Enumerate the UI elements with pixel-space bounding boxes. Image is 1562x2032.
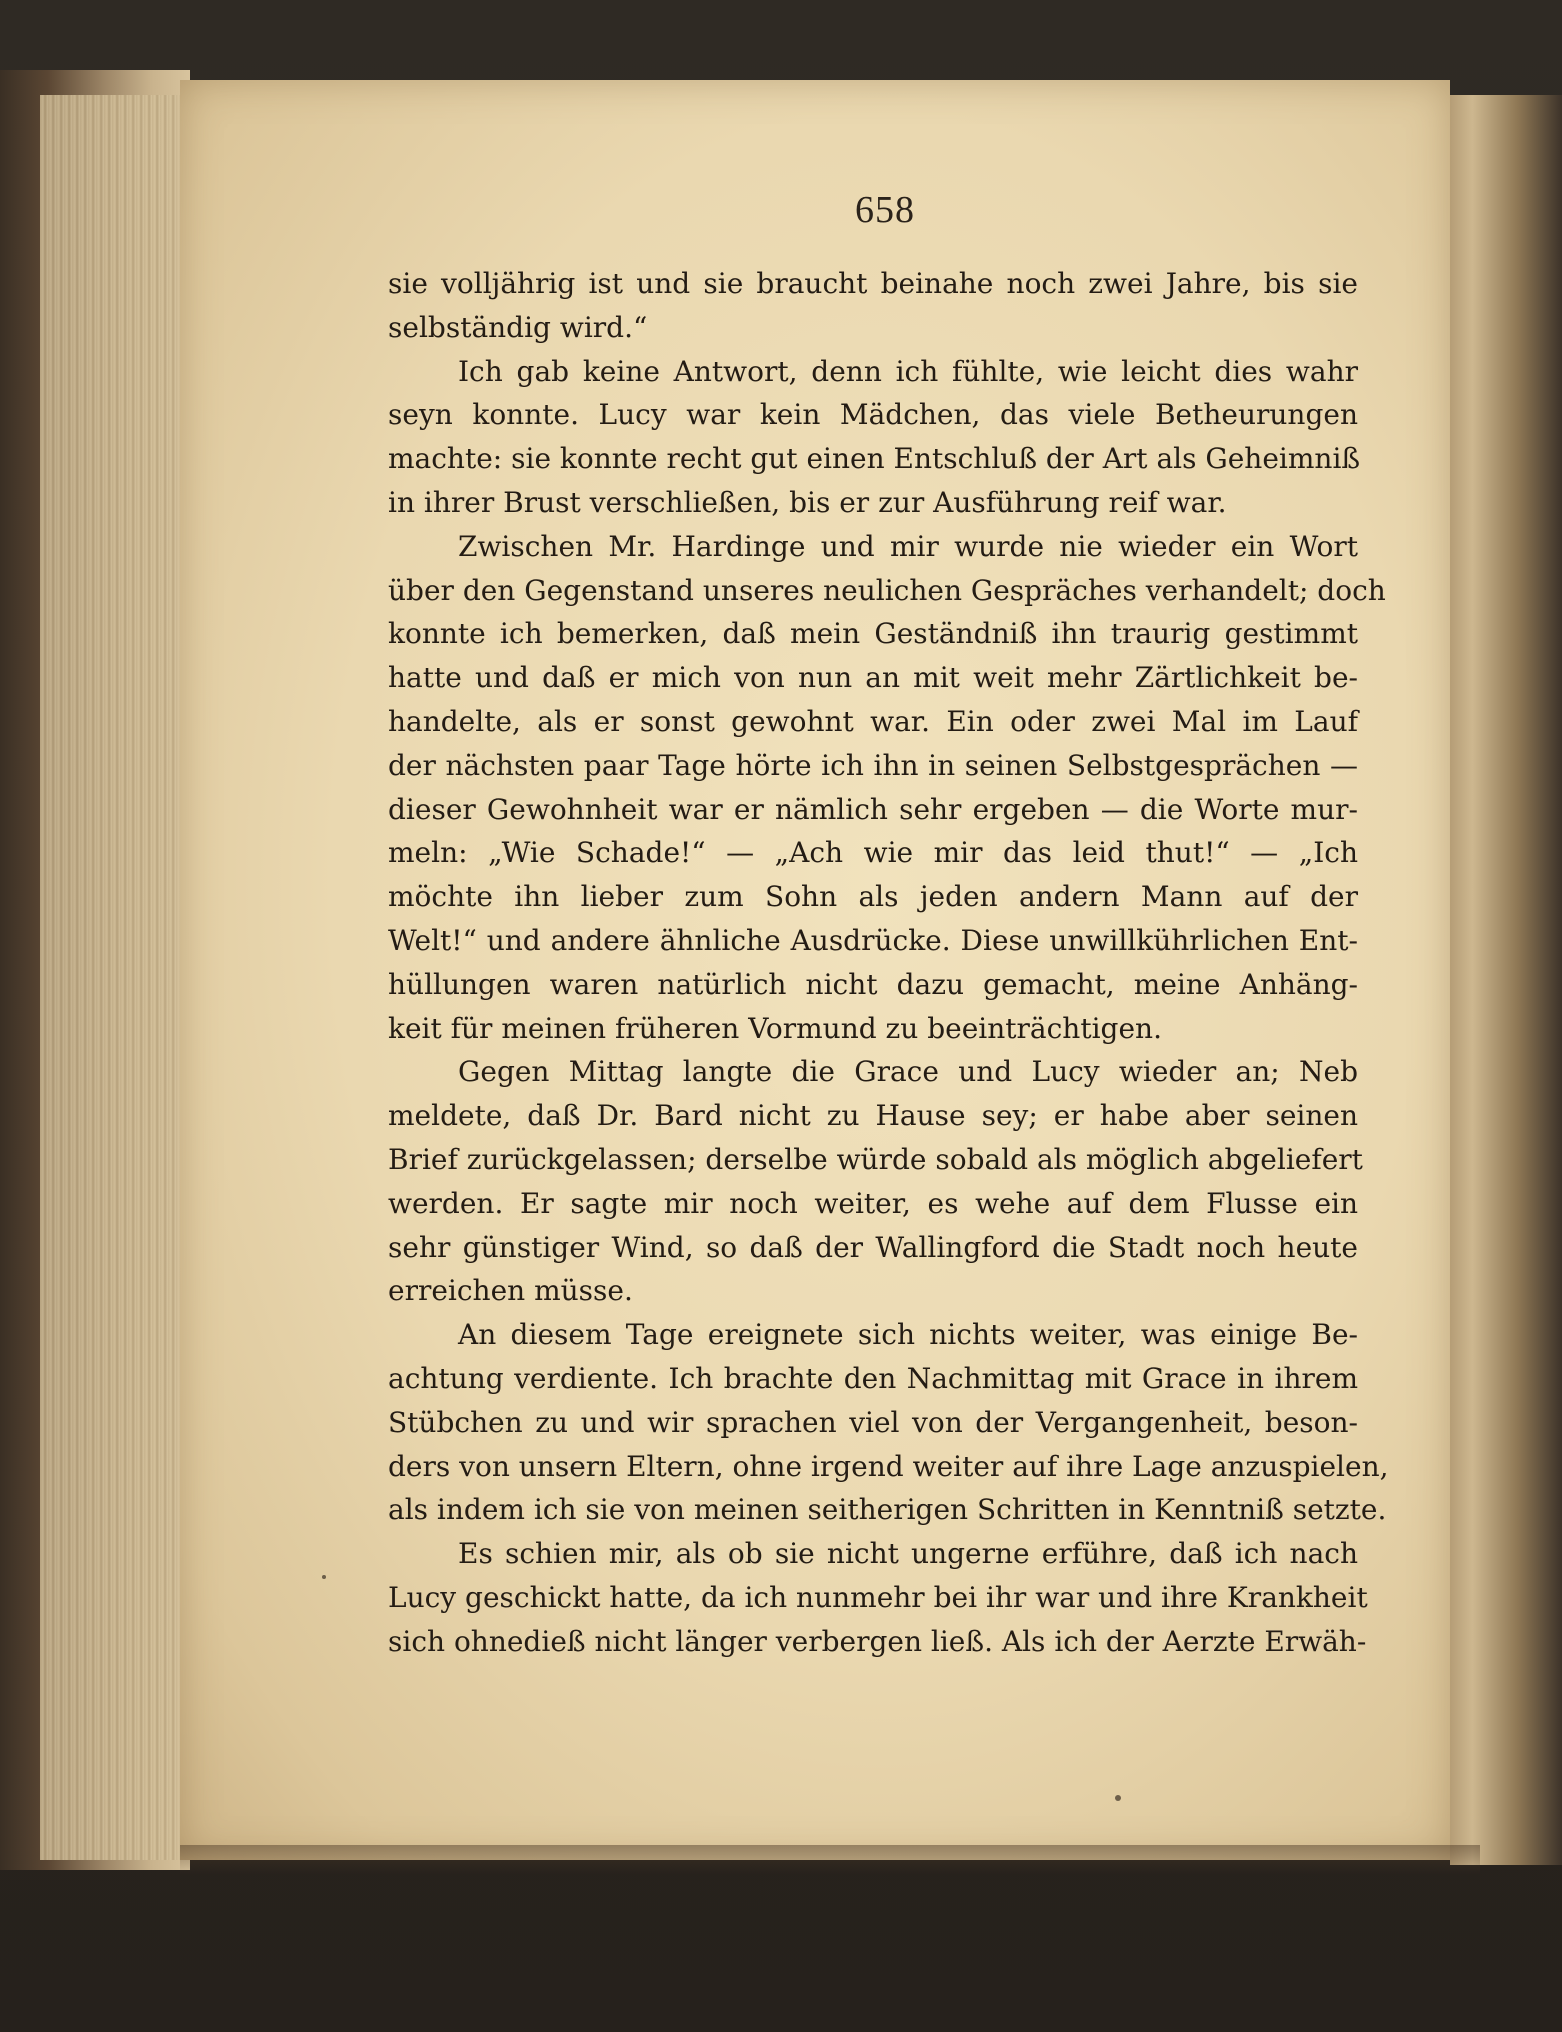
text-line: konnte ich bemerken, daß mein Geständniß ihn traurig gestimmt bbox=[388, 617, 1358, 651]
text-line: in ihrer Brust verschließen, bis er zur Ausführung reif war. bbox=[388, 485, 1227, 519]
text-line: Lucy geschickt hatte, da ich nunmehr bei ihr war und ihre Krankheit bbox=[388, 1580, 1368, 1614]
page-stack-edge bbox=[40, 95, 200, 1860]
text-line: hatte und daß er mich von nun an mit weit mehr Zärtlichkeit be- bbox=[388, 661, 1358, 695]
book-right-edge bbox=[1450, 95, 1562, 1865]
text-line: handelte, als er sonst gewohnt war. Ein oder zwei Mal im Lauf bbox=[388, 704, 1358, 738]
text-line: sehr günstiger Wind, so daß der Wallingford die Stadt noch heute bbox=[388, 1230, 1358, 1264]
text-line: keit für meinen früheren Vormund zu beeinträchtigen. bbox=[388, 1011, 1162, 1045]
text-line: machte: sie konnte recht gut einen Entschluß der Art als Geheimniß bbox=[388, 442, 1361, 476]
text-line: Stübchen zu und wir sprachen viel von der Vergangenheit, beson- bbox=[388, 1405, 1358, 1439]
text-line: meln: „Wie Schade!“ — „Ach wie mir das leid thut!“ — „Ich bbox=[388, 836, 1358, 870]
text-line: Ich gab keine Antwort, denn ich fühlte, wie leicht dies wahr bbox=[458, 354, 1358, 388]
text-line: sie volljährig ist und sie braucht beinahe noch zwei Jahre, bis sie bbox=[388, 267, 1358, 300]
text-line: seyn konnte. Lucy war kein Mädchen, das viele Betheurungen bbox=[388, 398, 1358, 432]
text-line: dieser Gewohnheit war er nämlich sehr ergeben — die Worte mur- bbox=[388, 792, 1358, 826]
body-text bbox=[388, 262, 1389, 1664]
text-line: meldete, daß Dr. Bard nicht zu Hause sey; er habe aber seinen bbox=[388, 1099, 1358, 1133]
text-line: Brief zurückgelassen; derselbe würde sobald als möglich abgeliefert bbox=[388, 1142, 1363, 1176]
text-line: erreichen müsse. bbox=[388, 1274, 633, 1308]
page-number: 658 bbox=[855, 189, 915, 231]
text-line: über den Gegenstand unseres neulichen Gespräches verhandelt; doch bbox=[388, 573, 1386, 607]
text-line: selbständig wird.“ bbox=[388, 310, 648, 344]
ink-speck bbox=[322, 1575, 326, 1579]
text-line: ders von unsern Eltern, ohne irgend weiter auf ihre Lage anzuspielen, bbox=[388, 1449, 1389, 1483]
ink-speck bbox=[1115, 1795, 1121, 1801]
text-line: Gegen Mittag langte die Grace und Lucy wieder an; Neb bbox=[458, 1055, 1358, 1089]
text-line: hüllungen waren natürlich nicht dazu gemacht, meine Anhäng- bbox=[388, 967, 1358, 1001]
text-line: Es schien mir, als ob sie nicht ungerne erführe, daß ich nach bbox=[458, 1537, 1358, 1571]
text-line: Welt!“ und andere ähnliche Ausdrücke. Diese unwillkührlichen Ent- bbox=[388, 923, 1358, 957]
text-line: Zwischen Mr. Hardinge und mir wurde nie wieder ein Wort bbox=[458, 529, 1358, 563]
text-line: als indem ich sie von meinen seitherigen Schritten in Kenntniß setzte. bbox=[388, 1493, 1387, 1527]
text-line: An diesem Tage ereignete sich nichts weiter, was einige Be- bbox=[458, 1318, 1358, 1352]
text-line: achtung verdiente. Ich brachte den Nachmittag mit Grace in ihrem bbox=[388, 1361, 1358, 1395]
text-line: der nächsten paar Tage hörte ich ihn in seinen Selbstgesprächen — bbox=[388, 748, 1358, 782]
text-line: möchte ihn lieber zum Sohn als jeden andern Mann auf der bbox=[388, 880, 1358, 914]
page-shadow bbox=[180, 1845, 1480, 1875]
text-line: sich ohnedieß nicht länger verbergen ließ. Als ich der Aerzte Erwäh- bbox=[388, 1624, 1367, 1658]
text-line: werden. Er sagte mir noch weiter, es wehe auf dem Flusse ein bbox=[388, 1186, 1358, 1220]
